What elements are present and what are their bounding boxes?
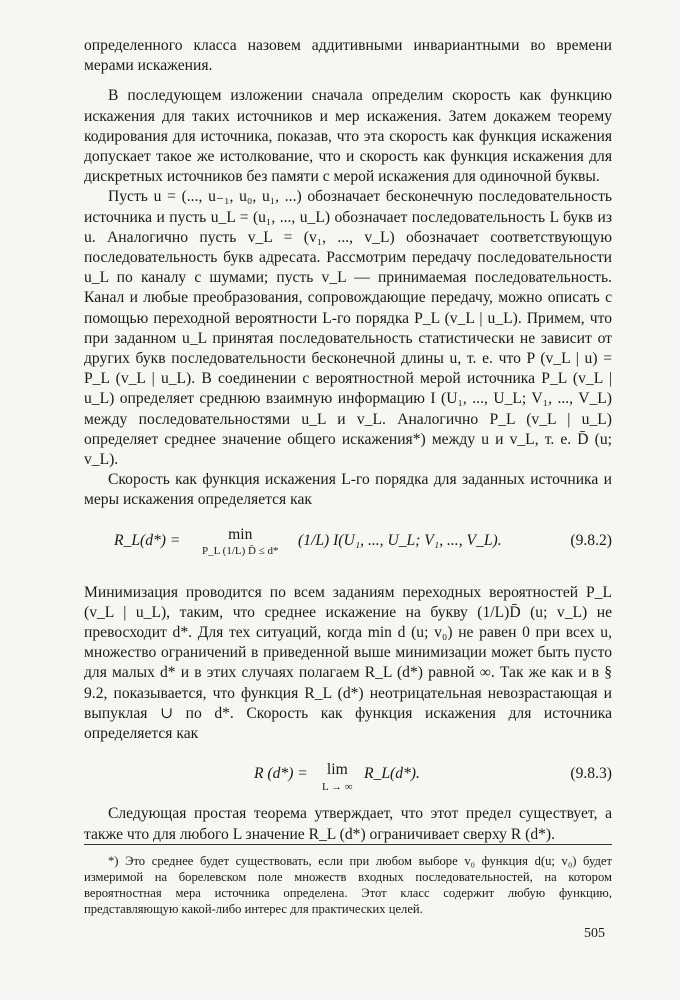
footnote bbox=[84, 844, 612, 917]
equation-lhs: R (d*) = bbox=[254, 765, 308, 783]
paragraph-1: определенного класса назовем аддитивными инвариантными во времени мерами искажения. bbox=[84, 37, 612, 75]
main-text bbox=[84, 36, 612, 845]
lim-label: lim bbox=[326, 761, 348, 779]
paragraph-5: Минимизация проводится по всем заданиям переходных вероятностей P_L (v_L | u_L), таким, что среднее искажение на букву (1/L)D̄ (u; v_L) не превосходит d*. Для тех ситуаций, когда min d (u; v₀) не равен 0 при всех u, множество ограничений в приведенной выше минимизации может быть пусто для малых d* и в этих случаях полагаем R_L (d*) равной ∞. Так же как и в § 9.2, показывается, что функция R_L (d*) неотрицательная невозрастающая и выпуклая ∪ по d*. Скорость как функция искажения для источника определяется как bbox=[84, 583, 612, 743]
min-subscript: P_L (1/L) D̄ ≤ d* bbox=[202, 544, 279, 557]
equation-rhs: (1/L) I(U₁, ..., U_L; V₁, ..., V_L). bbox=[298, 531, 502, 549]
equation-lim-operator bbox=[322, 760, 353, 792]
equation-9-8-3 bbox=[84, 752, 612, 796]
paragraph-3: Пусть u = (..., u₋₁, u₀, u₁, ...) обозначает бесконечную последовательность источника и пусть u_L = (u₁, ..., u_L) обозначает последовательность L букв из u. Аналогично пусть v_L = (v₁, ..., v_L) обозначает соответствующую последовательность букв адресата. Рассмотрим передачу последовательности u_L по каналу с шумами; пусть v_L — принимаемая последовательность. Канал и любые преобразования, сопровождающие передачу, можно описать с помощью переходной вероятности L-го порядка P_L (v_L | u_L). Примем, что при заданном u_L принятая последовательность статистически не зависит от других букв последовательности бесконечной длины u, т. е. что P (v_L | u) = P_L (v_L | u_L). В соединении с вероятностной мерой источника P_L (v_L | u_L) определяет среднюю взаимную информацию I (U₁, ..., U_L; V₁, ..., V_L) между последовательностями u_L и v_L. Аналогично P_L (v_L | u_L) определяет среднее значение общего искажения*) между u и v_L, т. е. D̄ (u; v_L). bbox=[84, 188, 612, 469]
paragraph-6: Следующая простая теорема утверждает, что этот предел существует, а также что для любого L значение R_L (d*) ограничивает сверху R (d*). bbox=[84, 805, 612, 843]
lim-subscript: L → ∞ bbox=[322, 780, 353, 793]
equation-min-operator bbox=[202, 525, 279, 557]
equation-lhs: R_L(d*) = bbox=[114, 531, 181, 549]
min-label: min bbox=[228, 525, 253, 543]
paragraph-2: В последующем изложении сначала определим скорость как функцию искажения для таких источников и мер искажения. Затем докажем теорему кодирования для источника, показав, что эта скорость как функция искажения допускает такое же истолкование, что и скорость как функция искажения для дискретных источников без памяти с мерой искажения для одиночной буквы. bbox=[84, 87, 612, 186]
paragraph-4: Скорость как функция искажения L-го порядка для заданных источника и меры искажения определяется как bbox=[84, 471, 612, 509]
equation-number: (9.8.3) bbox=[570, 765, 612, 783]
equation-number: (9.8.2) bbox=[570, 531, 612, 549]
footnote-text: *) Это среднее будет существовать, если при любом выборе v₀ функция d(u; v₀) будет измеримой на борелевском поле множеств входных последовательностей, на котором вероятностная мера источника определена. Этот класс содержит любую функцию, представляющую какой-либо интерес для практических целей. bbox=[84, 854, 612, 916]
page-number: 505 bbox=[584, 926, 605, 941]
equation-rhs: R_L(d*). bbox=[364, 765, 420, 783]
equation-9-8-2 bbox=[84, 519, 612, 575]
